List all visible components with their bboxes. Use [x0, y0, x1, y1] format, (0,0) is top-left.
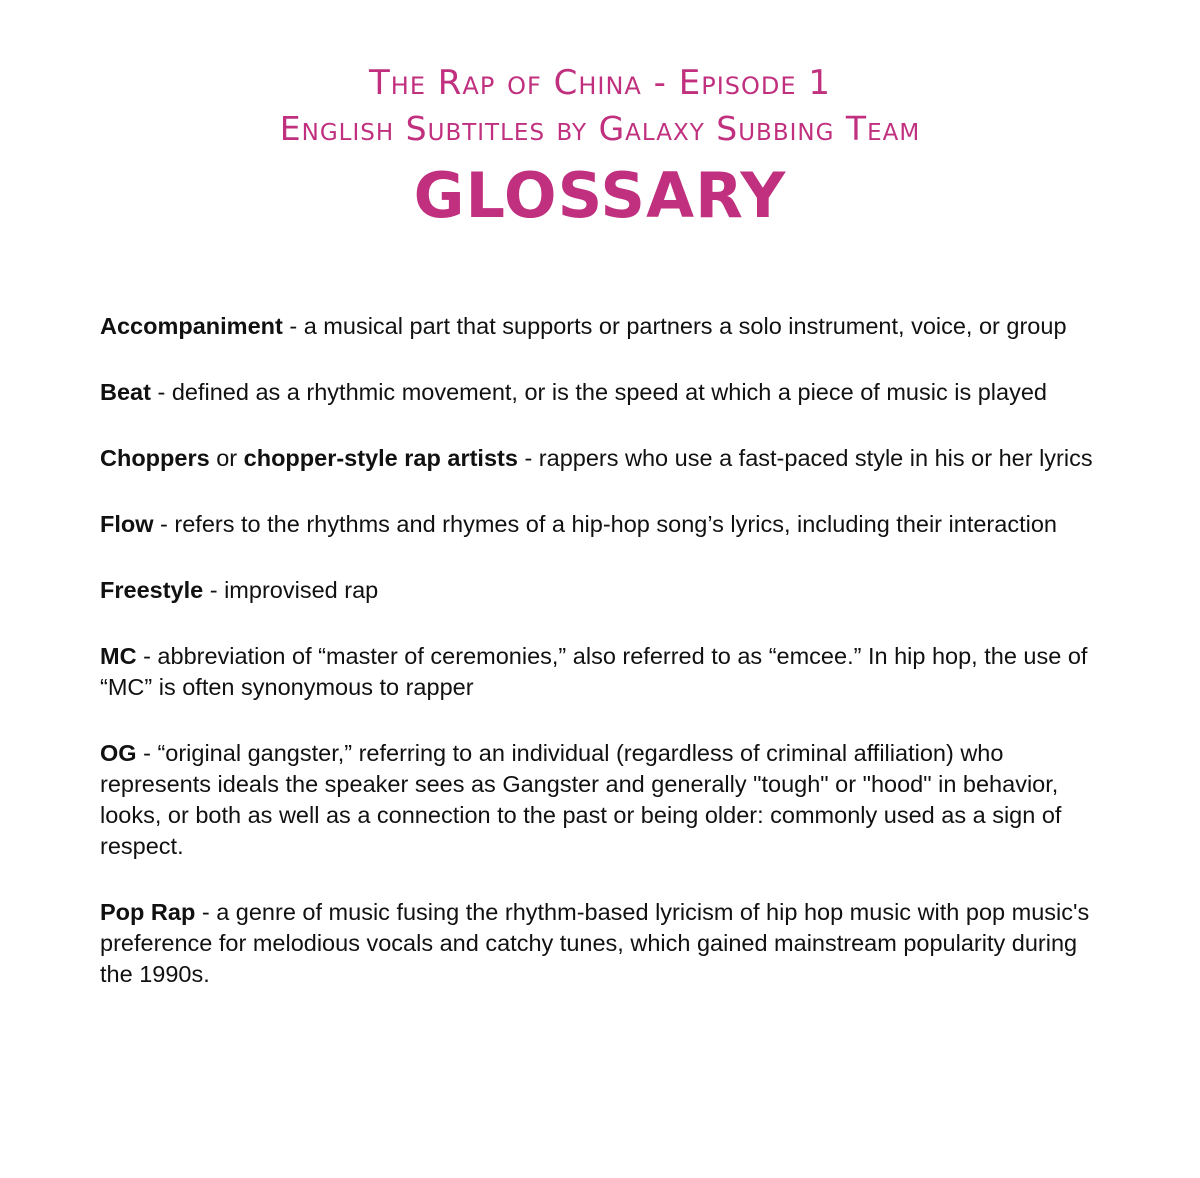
glossary-entry-og [100, 738, 1110, 862]
show-episode-title: The Rap of China - Episode 1 [369, 63, 831, 103]
glossary-entry-choppers [100, 443, 1110, 474]
glossary-term: Freestyle [100, 577, 204, 603]
glossary-entry-mc [100, 641, 1110, 703]
glossary-term: Accompaniment [100, 313, 283, 339]
glossary-connector: or [209, 445, 244, 471]
document-header [0, 60, 1200, 232]
glossary-definition: - defined as a rhythmic movement, or is the speed at which a piece of music is played [150, 379, 1047, 405]
glossary-term: Flow [100, 511, 154, 537]
glossary-definition: - a musical part that supports or partners a solo instrument, voice, or group [282, 313, 1067, 339]
glossary-definition: - abbreviation of “master of ceremonies,” also referred to as “emcee.” In hip hop, the use of “MC” is often synonymous to rapper [100, 643, 1088, 700]
glossary-entry-flow [100, 509, 1110, 540]
glossary-definition: - “original gangster,” referring to an individual (regardless of criminal affiliation) who represents ideals the speaker sees as Gangster and generally "tough" or "hood" in behavior, looks, or both as well as a connection to the past or being older: commonly used as a sign of respect. [100, 740, 1062, 859]
page-title: GLOSSARY [413, 159, 787, 232]
glossary-definition: - refers to the rhythms and rhymes of a hip-hop song’s lyrics, including their interaction [153, 511, 1057, 537]
glossary-entry-beat [100, 377, 1110, 408]
glossary-term: Choppers [100, 445, 210, 471]
glossary-entry-freestyle [100, 575, 1110, 606]
glossary-term: MC [100, 643, 137, 669]
glossary-term: Beat [100, 379, 151, 405]
subtitle-credit: English Subtitles by Galaxy Subbing Team [279, 109, 921, 148]
glossary-term: Pop Rap [100, 899, 196, 925]
glossary-entry-accompaniment [100, 311, 1110, 342]
glossary-entry-pop-rap [100, 897, 1110, 990]
glossary-term-alt: chopper-style rap artists [243, 445, 518, 471]
glossary-definition: - improvised rap [203, 577, 379, 603]
glossary-definition: - rappers who use a fast-paced style in his or her lyrics [517, 445, 1093, 471]
glossary-list [100, 311, 1110, 1025]
glossary-term: OG [100, 740, 137, 766]
glossary-definition: - a genre of music fusing the rhythm-based lyricism of hip hop music with pop music's preference for melodious vocals and catchy tunes, which gained mainstream popularity during the 1990s. [100, 899, 1090, 987]
